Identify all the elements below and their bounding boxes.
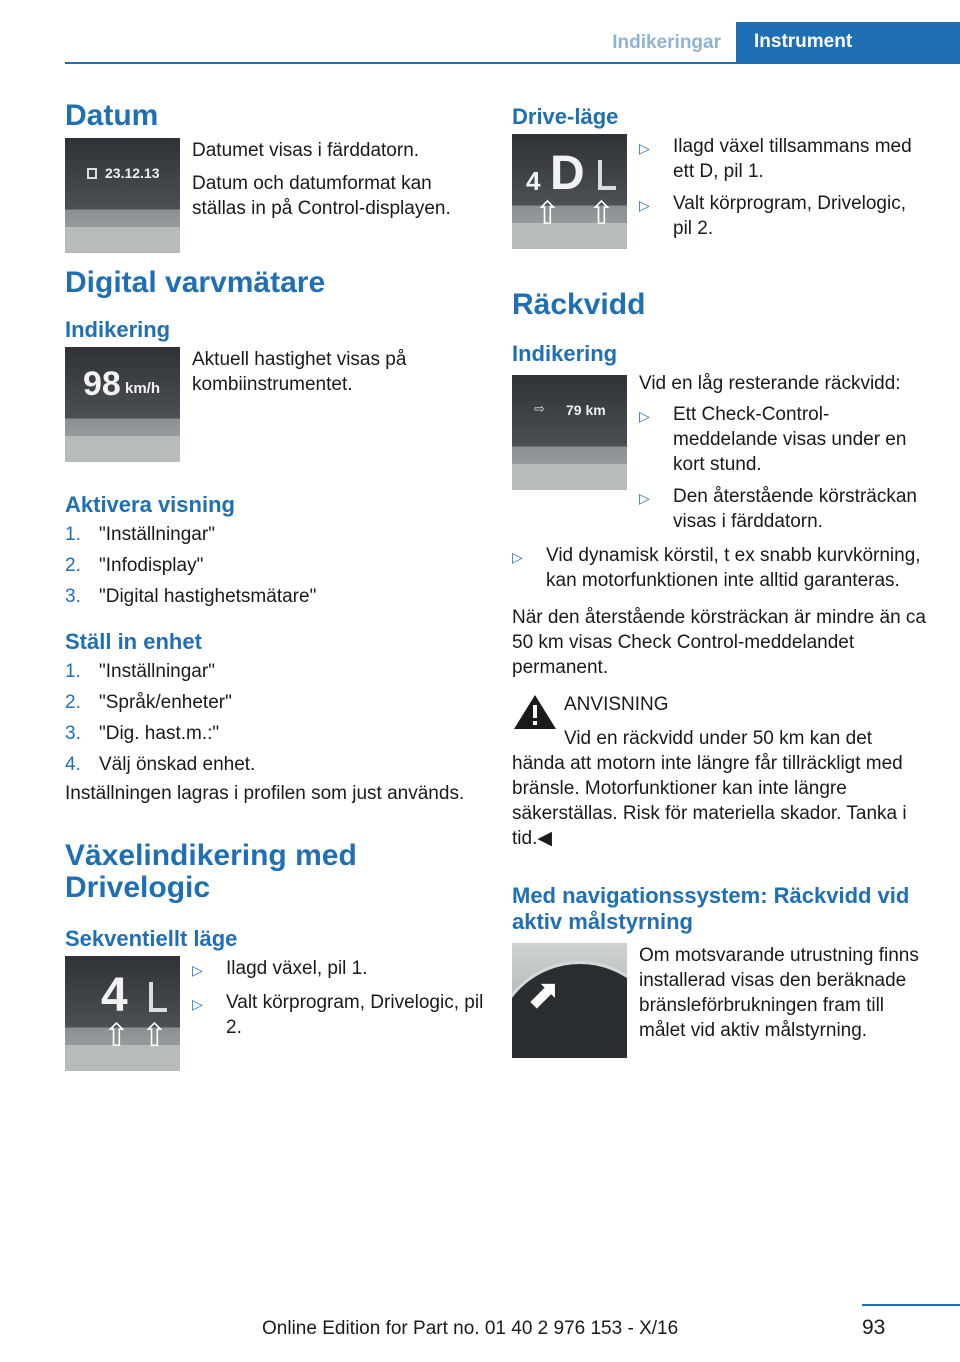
varvmatare-section	[65, 347, 485, 462]
drive-mode: D	[550, 147, 585, 200]
enhet-heading: Ställ in enhet	[65, 629, 202, 654]
list-item: ▷ Ilagd växel, pil 1.	[192, 956, 485, 983]
header-tab: Instrument	[736, 22, 960, 62]
date-display-image	[65, 138, 180, 253]
page-header	[65, 22, 960, 64]
rackvidd-sub: Indikering	[512, 341, 618, 366]
enhet-list	[65, 659, 485, 777]
warning-text: Vid en räckvidd under 50 km kan det hända att motorn inte längre får tillräckligt med bränsle. Motorfunktioner kan inte längre säkerställas. Risk för materiella skador. Tanka i tid.◀	[512, 728, 907, 849]
arrow-2-icon: ⇧	[588, 195, 615, 231]
speedometer-image	[512, 943, 627, 1058]
bullet-icon: ▷	[639, 140, 650, 156]
varvmatare-sub: Indikering	[65, 317, 171, 342]
drive-section	[512, 134, 927, 249]
bullet-icon: ▷	[639, 408, 650, 424]
varvmatare-heading: Digital varvmätare	[65, 266, 326, 299]
right-column	[512, 104, 927, 1058]
seat-icon	[598, 160, 616, 190]
white-arrow-icon: ⬆	[515, 968, 571, 1024]
varvmatare-p1: Aktuell hastighet visas på kombiinstrumentet.	[192, 349, 407, 395]
list-item: 1. "Inställningar"	[65, 661, 215, 682]
rackvidd-section	[512, 371, 927, 541]
nav-heading: Med navigationssystem: Räckvidd vid aktiv målstyrning	[512, 883, 910, 934]
calendar-icon	[87, 168, 97, 179]
vaxel-sub: Sekventiellt läge	[65, 926, 238, 951]
bullet-icon: ▷	[192, 996, 203, 1012]
arrow-1-icon: ⇧	[103, 1017, 130, 1053]
list-item: ▷ Vid dynamisk körstil, t ex snabb kurvkörning, kan motorfunktionen inte alltid garanteras.	[512, 545, 921, 591]
bullet-icon: ▷	[639, 197, 650, 213]
bullet-icon: ▷	[512, 549, 523, 565]
warning-title: ANVISNING	[564, 694, 669, 715]
nav-section	[512, 943, 927, 1058]
speed-display-image	[65, 347, 180, 462]
datum-section	[65, 138, 485, 253]
drive-gear: 4	[526, 166, 541, 196]
list-item: ▷ Ett Check-Control-meddelande visas under en kort stund.	[639, 404, 907, 475]
fuel-pump-icon: ⇨	[534, 401, 545, 416]
enhet-note: Inställningen lagras i profilen som just används.	[65, 783, 465, 804]
arrow-1-icon: ⇧	[534, 195, 561, 231]
aktivera-heading: Aktivera visning	[65, 492, 235, 517]
bullet-icon: ▷	[192, 962, 203, 978]
list-item: ▷ Den återstående körsträckan visas i färddatorn.	[639, 486, 917, 532]
list-item: ▷ Ilagd växel tillsammans med ett D, pil 1.	[639, 136, 912, 182]
vaxel-section	[65, 956, 485, 1071]
list-item: 3. "Dig. hast.m.:"	[65, 723, 220, 744]
warning-icon	[512, 692, 558, 732]
bullet-icon: ▷	[639, 490, 650, 506]
page-number-rule	[862, 1304, 960, 1306]
datum-p1: Datumet visas i färddatorn.	[192, 140, 420, 161]
speed-unit: km/h	[125, 380, 161, 397]
range-display-image	[512, 375, 627, 490]
list-item: 2. "Språk/enheter"	[65, 692, 232, 713]
speed-number: 98	[83, 365, 121, 403]
arrow-2-icon: ⇧	[141, 1017, 168, 1053]
list-item: ▷ Valt körprogram, Drivelogic, pil 2.	[192, 992, 484, 1038]
drive-display-image	[512, 134, 627, 249]
rackvidd-intro: Vid en låg resterande räckvidd:	[639, 373, 901, 394]
nav-p1: Om motsvarande utrustning finns installerad visas den beräknade bränsleförbrukningen fram till målet vid aktiv målstyrning.	[639, 945, 919, 1041]
drive-heading: Drive-läge	[512, 104, 619, 129]
header-section: Indikeringar	[612, 32, 721, 53]
datum-p2: Datum och datumformat kan ställas in på Control-displayen.	[192, 173, 451, 219]
list-item: ▷ Valt körprogram, Drivelogic, pil 2.	[639, 193, 907, 239]
list-item: 1. "Inställningar"	[65, 524, 215, 545]
left-column	[65, 100, 485, 1071]
gear-display-image	[65, 956, 180, 1071]
list-item: 3. "Digital hastighetsmätare"	[65, 586, 317, 607]
gear-number: 4	[101, 969, 128, 1022]
date-display-text: 23.12.13	[105, 165, 160, 181]
rackvidd-heading: Räckvidd	[512, 288, 646, 321]
datum-heading: Datum	[65, 99, 159, 132]
list-item: 2. "Infodisplay"	[65, 555, 204, 576]
footer-text: Online Edition for Part no. 01 40 2 976 153 - X/16	[262, 1318, 679, 1339]
range-display-text: 79 km	[566, 402, 606, 418]
list-item: 4. Välj önskad enhet.	[65, 754, 256, 775]
aktivera-list	[65, 522, 485, 609]
page-number: 93	[862, 1316, 886, 1339]
seat-icon	[149, 982, 167, 1012]
rackvidd-p1: När den återstående körsträckan är mindre än ca 50 km visas Check Control-meddelandet permanent.	[512, 607, 926, 678]
vaxel-heading: Växelindikering med Drivelogic	[65, 839, 357, 904]
